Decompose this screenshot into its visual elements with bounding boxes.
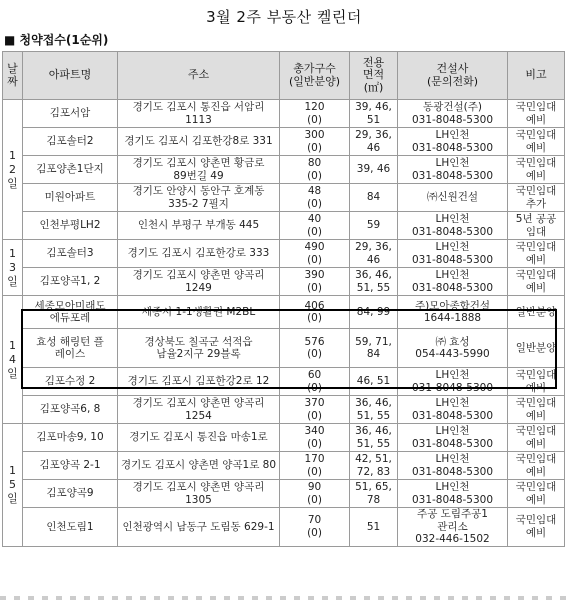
area-cell: 39, 46, 51	[350, 100, 398, 128]
area-cell: 29, 36, 46	[350, 128, 398, 156]
area-cell: 36, 46, 51, 55	[350, 396, 398, 424]
builder-cell: LH인천 031-8048-5300	[398, 240, 508, 268]
area-cell: 29, 36, 46	[350, 240, 398, 268]
addr-cell: 경기도 김포시 통진읍 마송1로	[118, 424, 280, 452]
table-header-row	[3, 52, 565, 100]
area-cell: 39, 46	[350, 156, 398, 184]
addr-cell: 세종시 1-1생활권 M2BL	[118, 296, 280, 329]
table-row	[3, 452, 565, 480]
table-row	[3, 156, 565, 184]
builder-cell: LH인천 031-8048-5300	[398, 212, 508, 240]
units-cell: 48 (0)	[280, 184, 350, 212]
apt-cell: 김포솔터3	[23, 240, 118, 268]
table-row	[3, 329, 565, 368]
day-cell: 1 2 일	[3, 100, 23, 240]
note-cell: 국민임대 추가	[508, 184, 565, 212]
apt-cell: 인천도림1	[23, 508, 118, 547]
note-cell: 일반분양	[508, 296, 565, 329]
addr-cell: 경기도 김포시 김포한강2로 12	[118, 368, 280, 396]
units-cell: 70 (0)	[280, 508, 350, 547]
table-row	[3, 396, 565, 424]
addr-cell: 경기도 김포시 양촌면 양곡리 1254	[118, 396, 280, 424]
table-row	[3, 212, 565, 240]
day-cell: 1 4 일	[3, 296, 23, 424]
units-cell: 576 (0)	[280, 329, 350, 368]
units-cell: 490 (0)	[280, 240, 350, 268]
area-cell: 51, 65, 78	[350, 480, 398, 508]
table-row	[3, 184, 565, 212]
col-header-addr: 주소	[118, 52, 280, 100]
table-row	[3, 424, 565, 452]
units-cell: 170 (0)	[280, 452, 350, 480]
apt-cell: 세종모아미래도 에듀포레	[23, 296, 118, 329]
table-row	[3, 480, 565, 508]
units-cell: 390 (0)	[280, 268, 350, 296]
addr-cell: 경기도 김포시 양촌면 양곡리 1249	[118, 268, 280, 296]
subscription-table	[2, 51, 565, 547]
area-cell: 84, 99	[350, 296, 398, 329]
addr-cell: 경기도 김포시 김포한강로 333	[118, 240, 280, 268]
builder-cell: ㈜신원건설	[398, 184, 508, 212]
table-row	[3, 100, 565, 128]
builder-cell: 주)모아종합건설 1644-1888	[398, 296, 508, 329]
apt-cell: 김포양곡1, 2	[23, 268, 118, 296]
note-cell: 국민임대 예비	[508, 424, 565, 452]
note-cell: 국민임대 예비	[508, 368, 565, 396]
note-cell: 국민임대 예비	[508, 240, 565, 268]
apt-cell: 효성 해링턴 플 레이스	[23, 329, 118, 368]
note-cell: 국민임대 예비	[508, 480, 565, 508]
note-cell: 국민임대 예비	[508, 396, 565, 424]
units-cell: 300 (0)	[280, 128, 350, 156]
area-cell: 51	[350, 508, 398, 547]
builder-cell: 동광건설(주) 031-8048-5300	[398, 100, 508, 128]
note-cell: 국민임대 예비	[508, 452, 565, 480]
apt-cell: 인천부평LH2	[23, 212, 118, 240]
units-cell: 60 (0)	[280, 368, 350, 396]
note-cell: 국민임대 예비	[508, 268, 565, 296]
builder-cell: LH인천 031-8048-5300	[398, 128, 508, 156]
builder-cell: LH인천 031-8048-5300	[398, 396, 508, 424]
apt-cell: 김포솔터2	[23, 128, 118, 156]
addr-cell: 경기도 김포시 김포한강8로 331	[118, 128, 280, 156]
apt-cell: 김포양곡 2-1	[23, 452, 118, 480]
units-cell: 80 (0)	[280, 156, 350, 184]
day-cell: 1 3 일	[3, 240, 23, 296]
apt-cell: 김포양촌1단지	[23, 156, 118, 184]
apt-cell: 김포양곡9	[23, 480, 118, 508]
addr-cell: 경기도 김포시 통진읍 서암리 1113	[118, 100, 280, 128]
units-cell: 90 (0)	[280, 480, 350, 508]
apt-cell: 미원아파트	[23, 184, 118, 212]
units-cell: 370 (0)	[280, 396, 350, 424]
section-title: ■ 청약접수(1순위)	[4, 33, 109, 47]
table-row	[3, 128, 565, 156]
col-header-builder: 건설사 (문의전화)	[398, 52, 508, 100]
builder-cell: LH인천 031-8048-5300	[398, 480, 508, 508]
col-header-note: 비고	[508, 52, 565, 100]
apt-cell: 김포마송9, 10	[23, 424, 118, 452]
units-cell: 120 (0)	[280, 100, 350, 128]
builder-cell: LH인천 031-8048-5300	[398, 156, 508, 184]
apt-cell: 김포양곡6, 8	[23, 396, 118, 424]
apt-cell: 김포서암	[23, 100, 118, 128]
page-title: 3월 2주 부동산 켈린더	[206, 8, 362, 26]
table-row	[3, 368, 565, 396]
addr-cell: 경기도 안양시 동안구 호계동 335-2 7필지	[118, 184, 280, 212]
area-cell: 36, 46, 51, 55	[350, 268, 398, 296]
table-row	[3, 240, 565, 268]
area-cell: 42, 51, 72, 83	[350, 452, 398, 480]
builder-cell: LH인천 031-8048-5300	[398, 452, 508, 480]
builder-cell: LH인천 031-8048-5300	[398, 268, 508, 296]
table-row	[3, 268, 565, 296]
day-cell: 1 5 일	[3, 424, 23, 547]
addr-cell: 경기도 김포시 양촌면 양곡1로 80	[118, 452, 280, 480]
note-cell: 국민임대 예비	[508, 100, 565, 128]
units-cell: 40 (0)	[280, 212, 350, 240]
area-cell: 59, 71, 84	[350, 329, 398, 368]
note-cell: 5년 공공 임대	[508, 212, 565, 240]
units-cell: 406 (0)	[280, 296, 350, 329]
addr-cell: 인천시 부평구 부개동 445	[118, 212, 280, 240]
area-cell: 59	[350, 212, 398, 240]
addr-cell: 경상북도 칠곡군 석적읍 남율2지구 29블록	[118, 329, 280, 368]
table-row	[3, 508, 565, 547]
col-header-units: 총가구수 (일반분양)	[280, 52, 350, 100]
note-cell: 국민임대 예비	[508, 508, 565, 547]
note-cell: 일반분양	[508, 329, 565, 368]
col-header-apt: 아파트명	[23, 52, 118, 100]
area-cell: 36, 46, 51, 55	[350, 424, 398, 452]
apt-cell: 김포수정 2	[23, 368, 118, 396]
builder-cell: 주공 도림주공1 관리소 032-446-1502	[398, 508, 508, 547]
col-header-day: 날 짜	[3, 52, 23, 100]
area-cell: 84	[350, 184, 398, 212]
builder-cell: LH인천 031-8048-5300	[398, 424, 508, 452]
note-cell: 국민임대 예비	[508, 156, 565, 184]
table-row	[3, 296, 565, 329]
addr-cell: 경기도 김포시 양촌면 양곡리 1305	[118, 480, 280, 508]
builder-cell: ㈜ 효성 054-443-5990	[398, 329, 508, 368]
units-cell: 340 (0)	[280, 424, 350, 452]
builder-cell: LH인천 031-8048-5300	[398, 368, 508, 396]
col-header-area: 전용 면적 (㎡)	[350, 52, 398, 100]
note-cell: 국민임대 예비	[508, 128, 565, 156]
area-cell: 46, 51	[350, 368, 398, 396]
cut-off-row	[0, 596, 568, 600]
addr-cell: 인천광역시 남동구 도림동 629-1	[118, 508, 280, 547]
addr-cell: 경기도 김포시 양촌면 황금로 89번길 49	[118, 156, 280, 184]
